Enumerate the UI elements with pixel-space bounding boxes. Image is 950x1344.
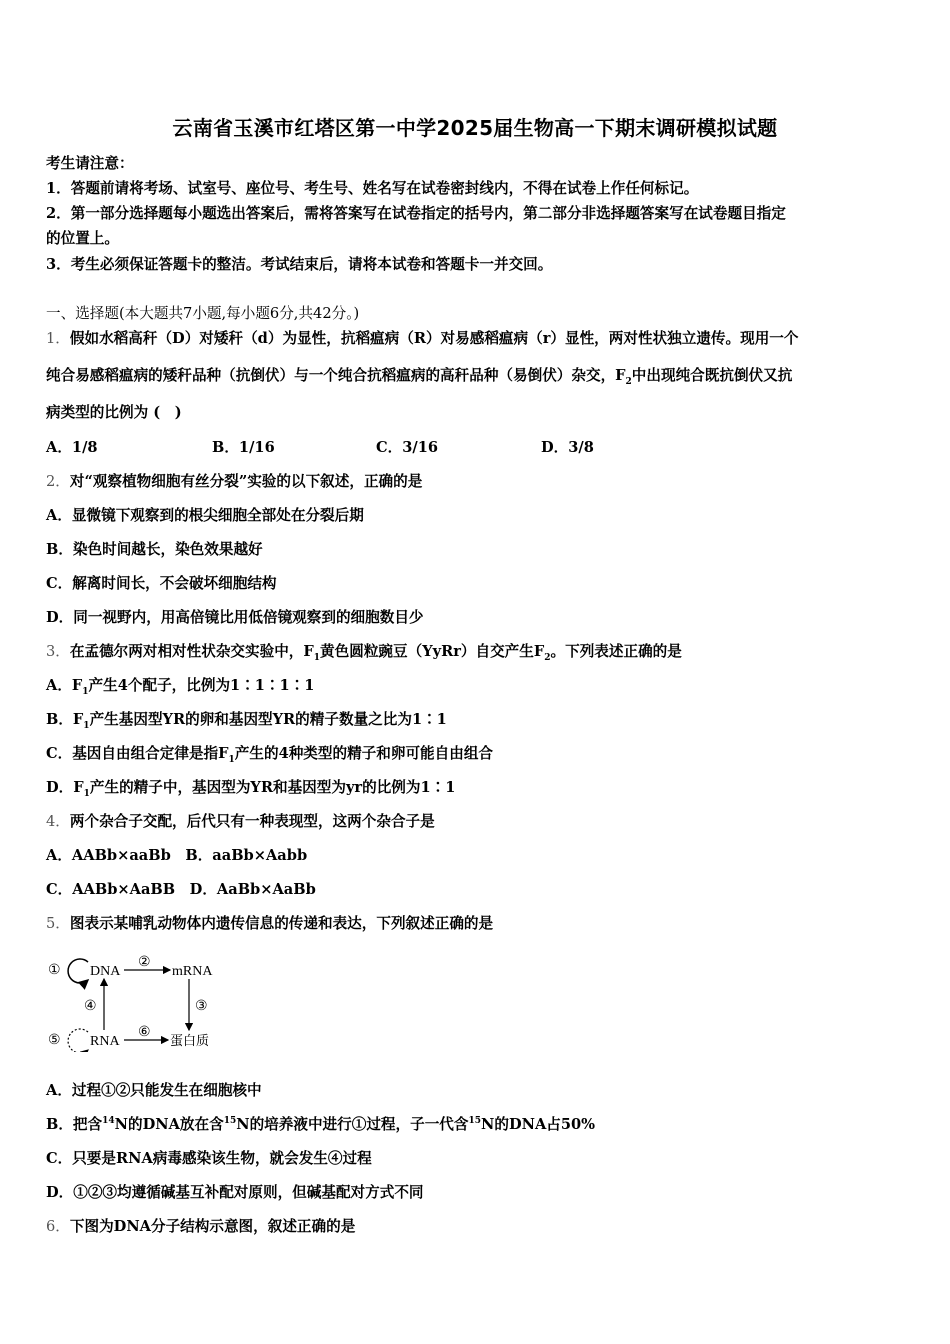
question-5-option-c[interactable]: C．只要是RNA病毒感染该生物，就会发生④过程 (46, 1150, 372, 1167)
mrna-node-label: mRNA (172, 964, 213, 979)
rna-node-label: RNA (90, 1034, 120, 1049)
question-5-option-b[interactable]: B．把含$^{14}$N的DNA放在含$^{15}$N的培养液中进行①过程，子一代含$^{15}$N的DNA占50% (46, 1116, 596, 1133)
question-4-stem: 4．两个杂合子交配，后代只有一种表现型，这两个杂合子是 (46, 813, 435, 830)
protein-node-label: 蛋白质 (170, 1034, 210, 1049)
question-2-option-c[interactable]: C．解离时间长，不会破坏细胞结构 (46, 575, 277, 592)
question-1-option-a[interactable]: A．1/8 (46, 439, 98, 456)
question-4-options-ab[interactable]: A．AABb×aaBb B．aaBb×Aabb (46, 847, 308, 864)
process-3-label: ③ (195, 999, 208, 1014)
question-3-option-a[interactable]: A．$F_1$产生4个配子，比例为1∶1∶1∶1 (46, 677, 315, 697)
question-3-stem: 3．在孟德尔两对相对性状杂交实验中，$F_1$黄色圆粒豌豆（YyRr）自交产生$F_2$。下列表述正确的是 (46, 643, 682, 663)
question-1-option-c[interactable]: C．3/16 (376, 439, 439, 456)
question-1-option-d[interactable]: D．3/8 (541, 439, 594, 456)
process-6-label: ⑥ (138, 1025, 151, 1040)
replication-loop-arrow (68, 959, 88, 983)
question-3-option-b[interactable]: B．$F_1$产生基因型YR的卵和基因型YR的精子数量之比为1∶1 (46, 711, 447, 731)
question-5-option-a[interactable]: A．过程①②只能发生在细胞核中 (46, 1082, 262, 1099)
genetic-information-flow-diagram (44, 952, 224, 1052)
question-2-stem: 2．对“观察植物细胞有丝分裂”实验的以下叙述，正确的是 (46, 473, 423, 490)
notice-item-1: 1．答题前请将考场、试室号、座位号、考生号、姓名写在试卷密封线内，不得在试卷上作任何标记。 (46, 180, 699, 197)
section-heading: 一、选择题(本大题共7小题,每小题6分,共42分。) (46, 305, 360, 322)
question-1-line-2: 纯合易感稻瘟病的矮秆品种（抗倒伏）与一个纯合抗稻瘟病的高秆品种（易倒伏）杂交，$F_2$中出现纯合既抗倒伏又抗 (46, 367, 793, 387)
question-1-option-b[interactable]: B．1/16 (212, 439, 275, 456)
process-4-label: ④ (84, 999, 97, 1014)
notice-item-2-cont: 的位置上。 (46, 230, 119, 247)
question-5-stem: 5．图表示某哺乳动物体内遗传信息的传递和表达，下列叙述正确的是 (46, 915, 494, 932)
dna-node-label: DNA (90, 964, 121, 979)
question-4-options-cd[interactable]: C．AABb×AaBB D．AaBb×AaBb (46, 881, 316, 898)
question-1-line-1: 1．假如水稻高秆（D）对矮秆（d）为显性，抗稻瘟病（R）对易感稻瘟病（r）显性，两对性状独立遗传。现用一个 (46, 330, 799, 347)
rna-replication-loop-arrow (68, 1029, 88, 1052)
notice-item-2: 2．第一部分选择题每小题选出答案后，需将答案写在试卷指定的括号内，第二部分非选择题答案写在试卷题目指定 (46, 205, 786, 222)
question-5-option-d[interactable]: D．①②③均遵循碱基互补配对原则，但碱基配对方式不同 (46, 1184, 424, 1201)
question-3-option-d[interactable]: D．$F_1$产生的精子中，基因型为YR和基因型为yr的比例为1∶1 (46, 779, 456, 799)
question-2-option-d[interactable]: D．同一视野内，用高倍镜比用低倍镜观察到的细胞数目少 (46, 609, 424, 626)
question-2-option-b[interactable]: B．染色时间越长，染色效果越好 (46, 541, 263, 558)
notice-heading: 考生请注意： (46, 155, 134, 172)
process-2-label: ② (138, 955, 151, 970)
process-5-label: ⑤ (48, 1033, 61, 1048)
question-6-stem: 6．下图为DNA分子结构示意图，叙述正确的是 (46, 1218, 356, 1235)
page-title: 云南省玉溪市红塔区第一中学2025届生物高一下期末调研模拟试题 (172, 116, 778, 140)
process-1-label: ① (48, 963, 61, 978)
question-3-option-c[interactable]: C．基因自由组合定律是指$F_1$产生的4种类型的精子和卵可能自由组合 (46, 745, 494, 765)
question-1-line-3: 病类型的比例为 ( ) (46, 404, 182, 421)
question-1-number: 1． (46, 330, 70, 347)
question-2-option-a[interactable]: A．显微镜下观察到的根尖细胞全部处在分裂后期 (46, 507, 364, 524)
notice-item-3: 3．考生必须保证答题卡的整洁。考试结束后，请将本试卷和答题卡一并交回。 (46, 256, 553, 273)
